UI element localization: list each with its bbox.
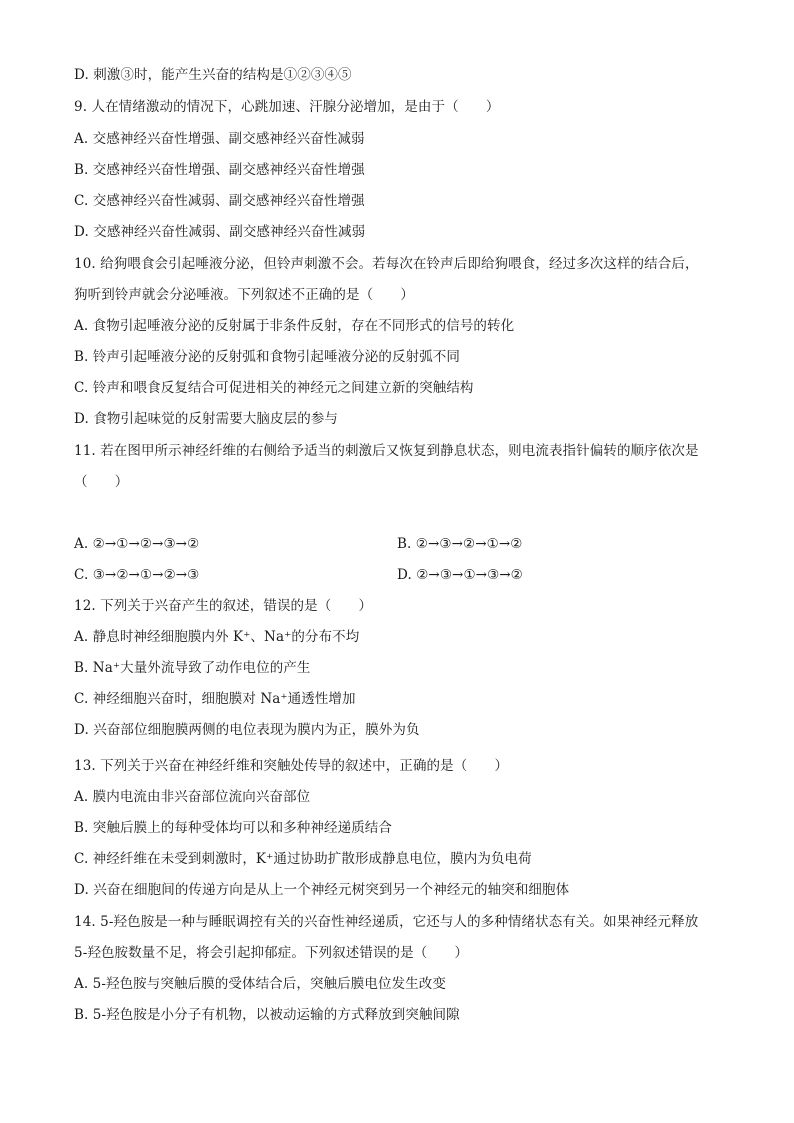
q14-option-b: B. 5-羟色胺是小分子有机物，以被动运输的方式释放到突触间隙: [74, 1007, 460, 1023]
q14-option-a: A. 5-羟色胺与突触后膜的受体结合后，突触后膜电位发生改变: [74, 976, 446, 992]
q13-option-d: D. 兴奋在细胞间的传递方向是从上一个神经元树突到另一个神经元的轴突和细胞体: [74, 882, 570, 898]
q11-option-a: A. ②→①→②→③→②: [74, 536, 200, 552]
q10-option-c: C. 铃声和喂食反复结合可促进相关的神经元之间建立新的突触结构: [74, 380, 474, 396]
q10-stem-line1: 10. 给狗喂食会引起唾液分泌，但铃声刺激不会。若每次在铃声后即给狗喂食，经过多次这样的结合后，: [74, 256, 699, 272]
q9-option-a: A. 交感神经兴奋性增强、副交感神经兴奋性减弱: [74, 131, 365, 147]
q9-option-d: D. 交感神经兴奋性减弱、副交感神经兴奋性减弱: [74, 224, 366, 240]
q12-option-c: C. 神经细胞兴奋时，细胞膜对 Na⁺通透性增加: [74, 691, 356, 707]
q13-option-b: B. 突触后膜上的每种受体均可以和多种神经递质结合: [74, 820, 393, 836]
q9-option-c: C. 交感神经兴奋性减弱、副交感神经兴奋性增强: [74, 193, 365, 209]
q14-stem-line1: 14. 5-羟色胺是一种与睡眠调控有关的兴奋性神经递质，它还与人的多种情绪状态有关。如果神经元释放: [74, 914, 699, 930]
q14-stem-line2: 5-羟色胺数量不足，将会引起抑郁症。下列叙述错误的是（ ）: [74, 945, 469, 961]
q12-option-a: A. 静息时神经细胞膜内外 K⁺、Na⁺的分布不均: [74, 629, 360, 645]
q8-option-d: D. 刺激③时，能产生兴奋的结构是①②③④⑤: [74, 67, 352, 83]
q13-stem: 13. 下列关于兴奋在神经纤维和突触处传导的叙述中，正确的是（ ）: [74, 758, 509, 774]
q11-option-c: C. ③→②→①→②→③: [74, 567, 200, 583]
q11-stem-line1: 11. 若在图甲所示神经纤维的右侧给予适当的刺激后又恢复到静息状态，则电流表指针偏转的顺序依次是: [74, 443, 699, 459]
q9-option-b: B. 交感神经兴奋性增强、副交感神经兴奋性增强: [74, 162, 365, 178]
q10-option-a: A. 食物引起唾液分泌的反射属于非条件反射，存在不同形式的信号的转化: [74, 318, 515, 334]
q11-stem-line2: （ ）: [74, 474, 129, 490]
q9-stem: 9. 人在情绪激动的情况下，心跳加速、汗腺分泌增加，是由于（ ）: [74, 99, 500, 115]
q12-stem: 12. 下列关于兴奋产生的叙述，错误的是（ ）: [74, 598, 373, 614]
q13-option-c: C. 神经纤维在未受到刺激时，K⁺通过协助扩散形成静息电位，膜内为负电荷: [74, 851, 532, 867]
q12-option-b: B. Na⁺大量外流导致了动作电位的产生: [74, 660, 311, 676]
q11-option-b: B. ②→③→②→①→②: [397, 536, 523, 552]
q13-option-a: A. 膜内电流由非兴奋部位流向兴奋部位: [74, 789, 311, 805]
q10-stem-line2: 狗听到铃声就会分泌唾液。下列叙述不正确的是（ ）: [74, 287, 414, 303]
q10-option-b: B. 铃声引起唾液分泌的反射弧和食物引起唾液分泌的反射弧不同: [74, 349, 461, 365]
q10-option-d: D. 食物引起味觉的反射需要大脑皮层的参与: [74, 411, 339, 427]
q11-option-d: D. ②→③→①→③→②: [397, 567, 523, 583]
q12-option-d: D. 兴奋部位细胞膜两侧的电位表现为膜内为正，膜外为负: [74, 722, 420, 738]
